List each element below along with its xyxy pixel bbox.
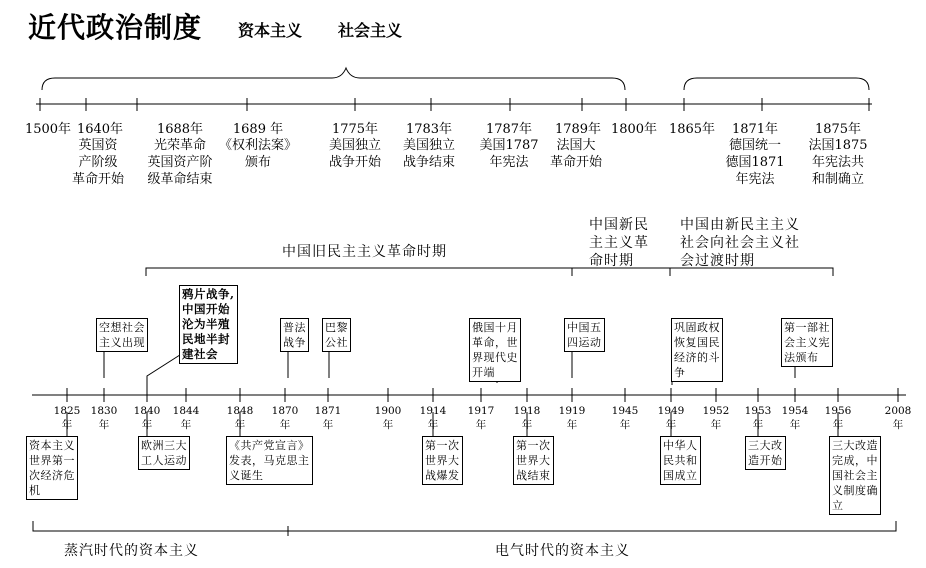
lower-year: 1945 年 xyxy=(611,405,639,431)
lower-year: 1952 年 xyxy=(702,405,730,431)
lower-year: 1914 年 xyxy=(419,405,447,431)
upper-event: 法国大 革命开始 xyxy=(549,138,603,170)
event-box: 空想社会 主义出现 xyxy=(96,318,148,352)
capitalism-label: 资本主义 xyxy=(238,21,303,40)
upper-year: 1800年 xyxy=(610,122,658,137)
event-box: 《共产党宣言》 发表，马克思主 义诞生 xyxy=(226,436,313,485)
old-democratic-period: 中国旧民主主义革命时期 xyxy=(282,244,447,260)
lower-year: 1844 年 xyxy=(172,405,200,431)
event-box: 鸦片战争, 中国开始 沦为半殖 民地半封 建社会 xyxy=(179,285,238,364)
upper-year: 1875年 xyxy=(814,122,862,137)
page-title: 近代政治制度 xyxy=(28,11,203,44)
lower-year: 1840 年 xyxy=(133,405,161,431)
lower-year: 2008 年 xyxy=(884,405,912,431)
upper-event: 英国资 产阶级 革命开始 xyxy=(71,138,125,187)
upper-event: 美国1787 年宪法 xyxy=(479,138,539,170)
upper-event: 光荣革命 英国资产阶 级革命结束 xyxy=(147,138,213,187)
upper-year: 1787年 xyxy=(485,122,533,137)
lower-year: 1871 年 xyxy=(314,405,342,431)
event-box: 第一次 世界大 战结束 xyxy=(513,436,554,485)
electric-era-label: 电气时代的资本主义 xyxy=(495,543,630,559)
lower-year: 1953 年 xyxy=(744,405,772,431)
upper-event: 美国独立 战争开始 xyxy=(328,138,382,170)
upper-event: 法国1875 年宪法共 和制确立 xyxy=(808,138,868,187)
upper-year: 1640年 xyxy=(76,122,124,137)
upper-year: 1865年 xyxy=(668,122,716,137)
event-box: 三大改造 完成，中 国社会主 义制度确 立 xyxy=(829,436,881,515)
upper-event: 德国统一 德国1871 年宪法 xyxy=(725,138,785,187)
socialism-label: 社会主义 xyxy=(338,21,403,40)
lower-year: 1949 年 xyxy=(657,405,685,431)
upper-year: 1688年 xyxy=(156,122,204,137)
new-democratic-period: 中国新民 主主义革 命时期 xyxy=(589,217,649,269)
upper-year: 1500年 xyxy=(24,122,72,137)
lower-year: 1918 年 xyxy=(513,405,541,431)
event-box: 俄国十月 革命，世 界现代史 开端 xyxy=(469,318,521,382)
event-box: 欧洲三大 工人运动 xyxy=(138,436,190,470)
lower-year: 1954 年 xyxy=(781,405,809,431)
event-box: 巴黎 公社 xyxy=(322,318,351,352)
event-box: 普法 战争 xyxy=(280,318,309,352)
era-bracket xyxy=(33,521,896,531)
event-box: 巩固政权 恢复国民 经济的斗 争 xyxy=(671,318,723,382)
lower-year: 1848 年 xyxy=(226,405,254,431)
old-democratic-bracket xyxy=(146,268,572,276)
lower-year: 1830 年 xyxy=(90,405,118,431)
lower-year: 1919 年 xyxy=(558,405,586,431)
upper-event: 美国独立 战争结束 xyxy=(402,138,456,170)
lower-year: 1825 年 xyxy=(53,405,81,431)
upper-year: 1789年 xyxy=(554,122,602,137)
lower-year: 1917 年 xyxy=(467,405,495,431)
upper-year: 1871年 xyxy=(731,122,779,137)
event-box: 第一次 世界大 战爆发 xyxy=(422,436,463,485)
event-box: 中国五 四运动 xyxy=(564,318,605,352)
upper-event: 《权利法案》 颁布 xyxy=(218,138,298,170)
upper-year: 1775年 xyxy=(331,122,379,137)
capitalism-brace xyxy=(42,68,625,90)
lower-year: 1900 年 xyxy=(374,405,402,431)
socialism-brace xyxy=(684,78,869,90)
steam-era-label: 蒸汽时代的资本主义 xyxy=(64,543,199,559)
event-box: 第一部社 会主义宪 法颁布 xyxy=(781,318,833,367)
event-box: 资本主义 世界第一 次经济危 机 xyxy=(26,436,78,500)
transition-period: 中国由新民主主义 社会向社会主义社 会过渡时期 xyxy=(680,217,800,269)
upper-year: 1689 年 xyxy=(232,122,284,137)
lower-year: 1956 年 xyxy=(824,405,852,431)
upper-year: 1783年 xyxy=(405,122,453,137)
lower-year: 1870 年 xyxy=(271,405,299,431)
event-box: 三大改 造开始 xyxy=(745,436,786,470)
event-box: 中华人 民共和 国成立 xyxy=(660,436,701,485)
